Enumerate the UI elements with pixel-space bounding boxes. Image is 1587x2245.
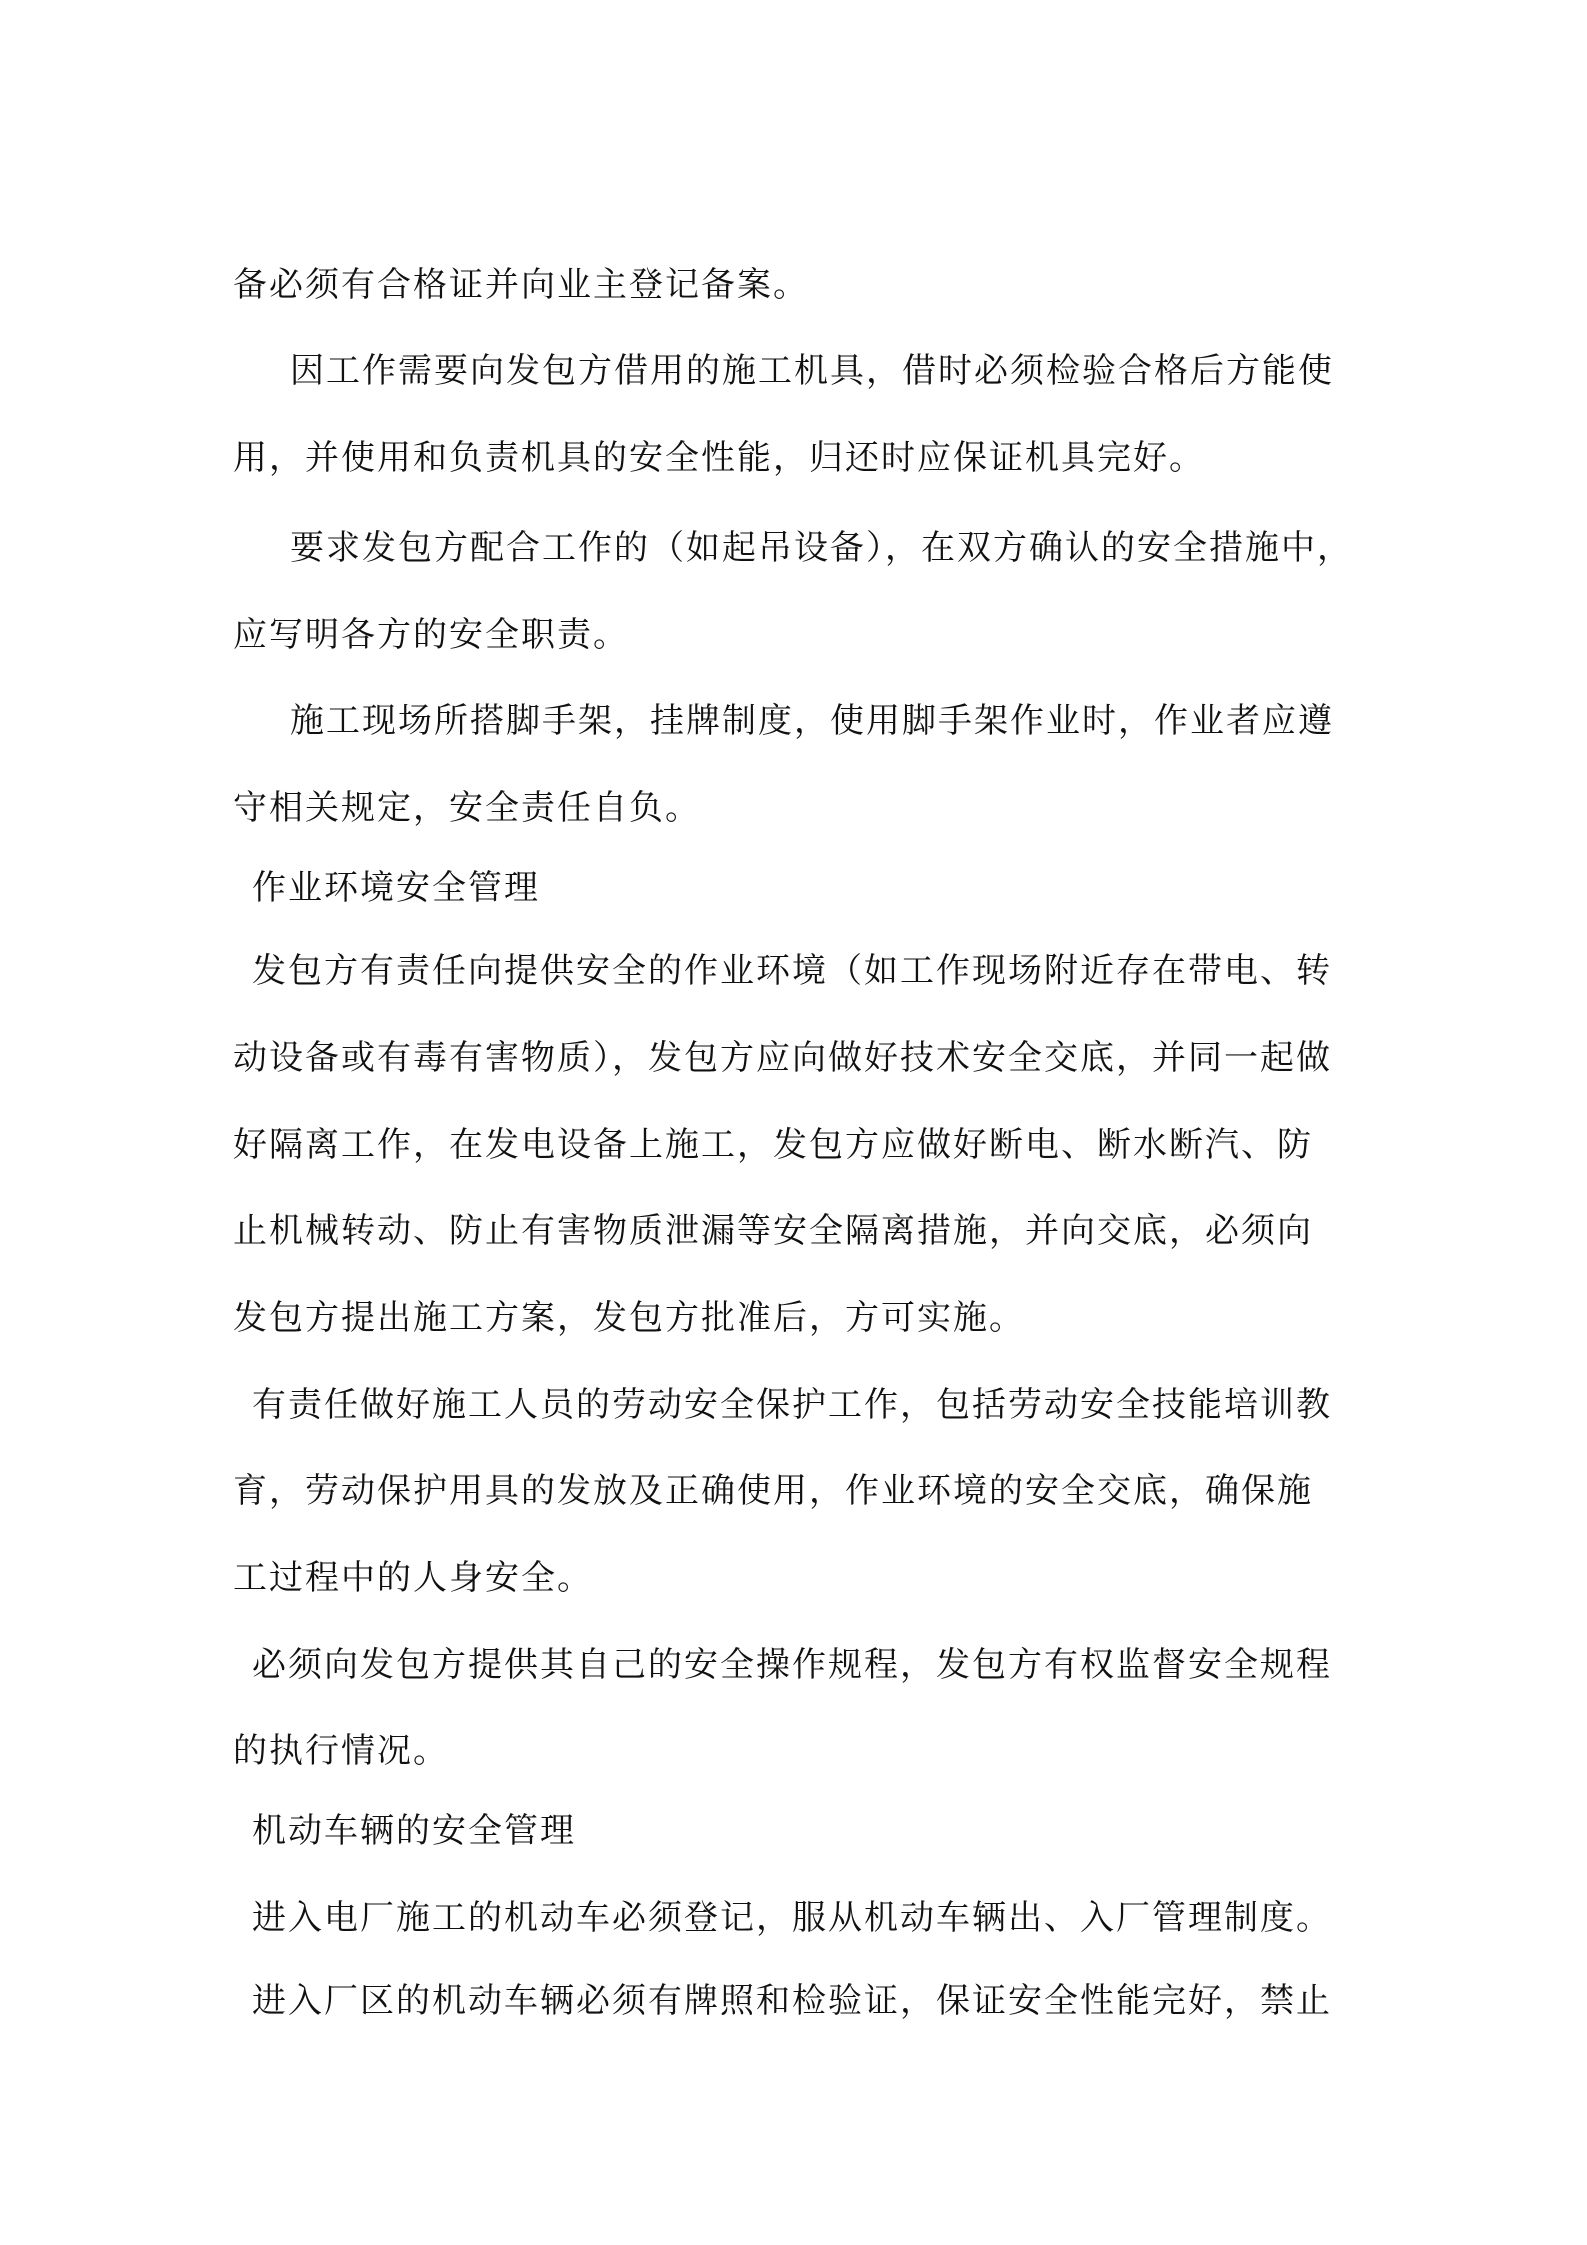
text-line: 动设备或有毒有害物质），发包方应向做好技术安全交底，并同一起做	[233, 1038, 1332, 1078]
text-line: 育，劳动保护用具的发放及正确使用，作业环境的安全交底，确保施	[233, 1471, 1313, 1511]
text-line: 用，并使用和负责机具的安全性能，归还时应保证机具完好。	[233, 438, 1205, 478]
text-line: 的执行情况。	[233, 1731, 449, 1771]
text-line: 有责任做好施工人员的劳动安全保护工作，包括劳动安全技能培训教	[252, 1385, 1332, 1425]
text-line: 发包方提出施工方案，发包方批准后，方可实施。	[233, 1298, 1025, 1338]
text-line: 进入厂区的机动车辆必须有牌照和检验证，保证安全性能完好，禁止	[252, 1981, 1332, 2021]
text-line: 进入电厂施工的机动车必须登记，服从机动车辆出、入厂管理制度。	[252, 1898, 1332, 1938]
text-line: 好隔离工作，在发电设备上施工，发包方应做好断电、断水断汽、防	[233, 1125, 1313, 1165]
text-line: 发包方有责任向提供安全的作业环境（如工作现场附近存在带电、转	[252, 951, 1332, 991]
text-line: 守相关规定，安全责任自负。	[233, 788, 701, 828]
text-line: 工过程中的人身安全。	[233, 1558, 593, 1598]
text-line: 备必须有合格证并向业主登记备案。	[233, 265, 809, 305]
section-heading: 机动车辆的安全管理	[252, 1811, 576, 1851]
text-line: 止机械转动、防止有害物质泄漏等安全隔离措施，并向交底，必须向	[233, 1211, 1313, 1251]
text-line: 施工现场所搭脚手架，挂牌制度，使用脚手架作业时，作业者应遵	[290, 701, 1334, 741]
text-line: 要求发包方配合工作的（如起吊设备），在双方确认的安全措施中，	[290, 528, 1353, 568]
text-line: 应写明各方的安全职责。	[233, 615, 629, 655]
text-line: 因工作需要向发包方借用的施工机具，借时必须检验合格后方能使	[290, 351, 1334, 391]
text-line: 必须向发包方提供其自己的安全操作规程，发包方有权监督安全规程	[252, 1645, 1332, 1685]
section-heading: 作业环境安全管理	[252, 868, 540, 908]
